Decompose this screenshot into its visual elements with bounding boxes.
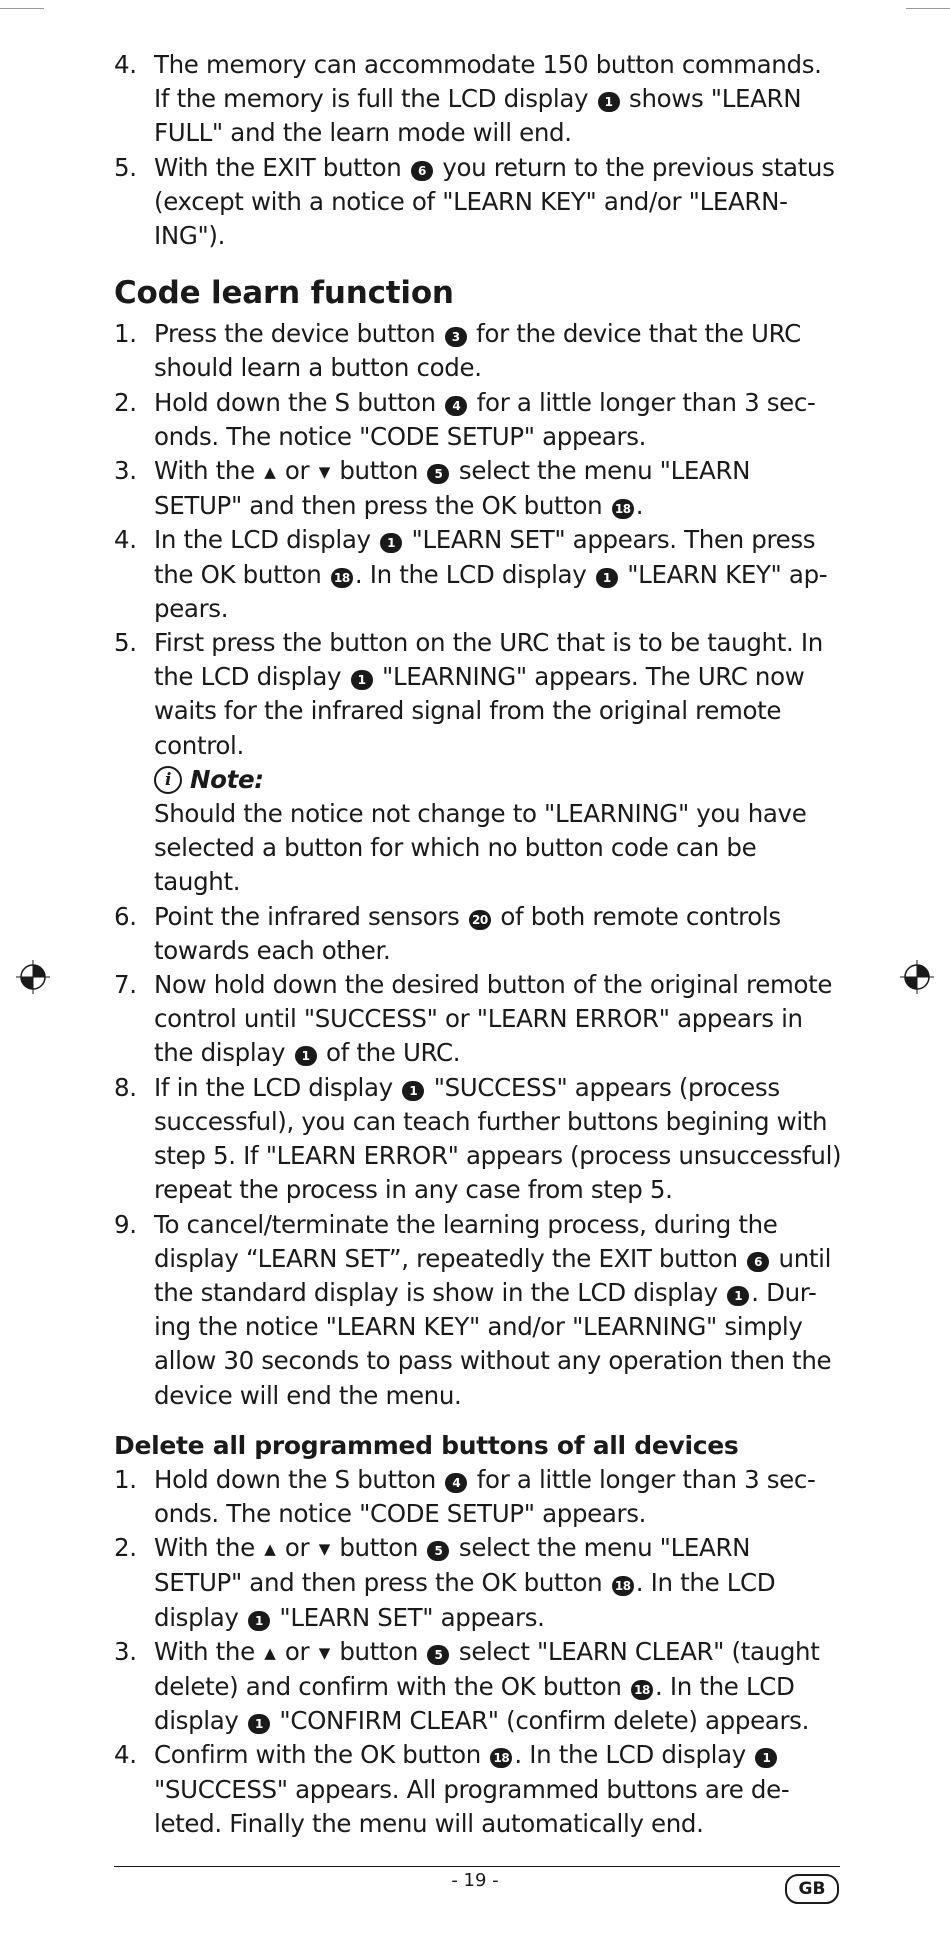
step-body (154, 153, 835, 250)
list-item (114, 1463, 844, 1531)
step-text: you return to the previous status (except with a notice of "LEARN KEY" and/or "LEARN-ING"). (154, 152, 835, 251)
step-text: First press the button on the URC that is to be taught. In the LCD display (154, 628, 823, 692)
callout-number-badge: 1 (295, 1046, 317, 1066)
list-item (114, 626, 844, 900)
step-text: Press the device button (154, 319, 443, 349)
step-number: 1. (114, 319, 137, 349)
step-text: button (331, 456, 426, 486)
callout-number-badge: 1 (380, 533, 402, 553)
callout-number-badge: 18 (612, 1576, 634, 1596)
step-text: Now hold down the desired button of the original remote control until "SUCCESS" or "LEARN ERROR" appears in the display (154, 970, 833, 1068)
step-text: Hold down the S button (154, 387, 444, 417)
step-text: select "LEARN CLEAR" (taught delete) and confirm with the OK button (154, 1636, 820, 1701)
step-text: With the EXIT button (154, 152, 409, 182)
callout-number-badge: 5 (427, 1645, 449, 1665)
callout-number-badge: 6 (411, 161, 433, 181)
step-text: for the device that the URC should learn a button code. (154, 319, 801, 383)
step-body (154, 1533, 775, 1631)
step-number: 8. (114, 1072, 137, 1102)
step-number: 5. (114, 628, 137, 658)
page-number: - 19 - (451, 1870, 499, 1891)
step-text: Hold down the S button (154, 1464, 444, 1494)
step-text: select the menu "LEARN SETUP" and then press the OK button (154, 1533, 751, 1598)
list-item (114, 523, 844, 626)
step-text: Confirm with the OK button (154, 1740, 489, 1770)
delete-all-steps (114, 1463, 844, 1841)
step-number: 2. (114, 1533, 137, 1563)
list-item (114, 454, 844, 523)
list-item (114, 1208, 844, 1413)
step-text: "SUCCESS" appears (process successful), you can teach further buttons begining with step 5. If "LEARN ERROR" appears (process unsuccessful) repeat the process in any case from step 5. (154, 1072, 842, 1205)
arrow-up-icon: ▲ (264, 463, 276, 482)
callout-number-badge: 18 (331, 568, 353, 588)
note-text: Should the notice not change to "LEARNING" you have selected a button for which no button code can be taught. (154, 799, 807, 897)
callout-number-badge: 1 (351, 670, 373, 690)
step-number: 4. (114, 1740, 137, 1770)
step-text: "LEARN KEY" ap-pears. (154, 559, 828, 623)
arrow-down-icon: ▼ (318, 463, 330, 482)
step-text: "LEARN SET" appears. (271, 1602, 545, 1632)
callout-number-badge: 1 (248, 1714, 270, 1734)
step-number: 5. (114, 152, 137, 182)
callout-number-badge: 4 (445, 396, 467, 416)
list-item (114, 900, 844, 968)
top-list (114, 48, 844, 253)
step-body (154, 319, 801, 382)
step-text: If in the LCD display (154, 1072, 401, 1102)
step-body (154, 902, 781, 965)
step-text: Point the infrared sensors (154, 901, 467, 931)
step-text: or (277, 456, 317, 486)
step-body (154, 970, 832, 1067)
callout-number-badge: 6 (747, 1252, 769, 1272)
section-heading-delete-all: Delete all programmed buttons of all devices (114, 1430, 739, 1460)
step-number: 6. (114, 901, 137, 931)
step-text: "LEARN SET" appears. Then press the OK button (154, 525, 816, 589)
step-body (154, 628, 823, 760)
callout-number-badge: 1 (755, 1748, 777, 1768)
step-text: In the LCD display (154, 525, 379, 555)
callout-number-badge: 1 (727, 1286, 749, 1306)
step-body (154, 388, 816, 451)
list-item (114, 386, 844, 454)
step-body (154, 456, 750, 520)
list-item (114, 317, 844, 385)
note-heading (154, 763, 844, 797)
step-text: . Dur-ing the notice "LEARN KEY" and/or "LEARNING" simply allow 30 seconds to pass without any operation then the device will end the menu. (154, 1277, 832, 1410)
step-text: . In the LCD display (154, 1568, 776, 1632)
arrow-up-icon: ▲ (264, 1540, 276, 1559)
step-number: 1. (114, 1464, 137, 1494)
step-number: 3. (114, 1636, 137, 1666)
step-text: . (635, 491, 644, 521)
callout-number-badge: 18 (490, 1748, 512, 1768)
info-icon: i (154, 766, 182, 794)
list-item (114, 48, 844, 151)
step-text: or (277, 1533, 317, 1563)
callout-number-badge: 1 (248, 1611, 270, 1631)
footer-rule (114, 1866, 840, 1867)
list-item (114, 1738, 844, 1841)
callout-number-badge: 3 (445, 327, 467, 347)
list-item (114, 151, 844, 254)
step-text: button (331, 1533, 426, 1563)
step-text: . In the LCD display (354, 559, 594, 589)
callout-number-badge: 18 (612, 499, 634, 519)
step-body (154, 1073, 841, 1205)
list-item (114, 1071, 844, 1208)
step-number: 2. (114, 387, 137, 417)
registration-mark-icon (900, 960, 934, 994)
step-text: until the standard display is show in the LCD display (154, 1243, 832, 1307)
step-text: . In the LCD display (514, 1740, 754, 1770)
step-text: shows "LEARN FULL" and the learn mode will end. (154, 84, 802, 148)
note-title: Note: (190, 764, 264, 794)
language-badge: GB (785, 1874, 839, 1904)
callout-number-badge: 1 (402, 1081, 424, 1101)
step-number: 4. (114, 50, 137, 79)
manual-page-content (114, 48, 844, 1841)
list-item (114, 968, 844, 1071)
callout-number-badge: 1 (596, 568, 618, 588)
crop-mark-right (906, 8, 950, 9)
step-text: With the (154, 456, 263, 486)
section-heading-code-learn: Code learn function (114, 275, 454, 312)
step-text: button (331, 1636, 426, 1666)
step-text: of the URC. (318, 1038, 461, 1068)
callout-number-badge: 5 (427, 464, 449, 484)
callout-number-badge: 5 (427, 1541, 449, 1561)
step-number: 9. (114, 1209, 137, 1239)
step-text: To cancel/terminate the learning process, during the display “LEARN SET”, repeatedly the EXIT button (154, 1209, 778, 1273)
step-body (154, 1465, 816, 1528)
step-body (154, 1210, 831, 1410)
callout-number-badge: 20 (469, 910, 491, 930)
step-text: With the (154, 1636, 263, 1666)
list-item (114, 1531, 844, 1635)
step-body (154, 1637, 819, 1735)
step-body (154, 1740, 789, 1837)
step-number: 3. (114, 456, 137, 486)
arrow-up-icon: ▲ (264, 1643, 276, 1662)
list-item (114, 1635, 844, 1739)
step-text: "SUCCESS" appears. All programmed buttons are de-leted. Finally the menu will automatically end. (154, 1774, 790, 1838)
step-text: select the menu "LEARN SETUP" and then press the OK button (154, 456, 751, 521)
step-number: 7. (114, 970, 137, 1000)
callout-number-badge: 4 (445, 1473, 467, 1493)
registration-mark-icon (16, 960, 50, 994)
step-text: The memory can accommodate 150 button commands. If the memory is full the LCD display (154, 50, 822, 114)
callout-number-badge: 1 (598, 92, 620, 112)
step-text: . In the LCD display (154, 1671, 795, 1736)
step-text: of both remote controls towards each other. (154, 901, 781, 965)
step-text: for a little longer than 3 sec-onds. The notice "CODE SETUP" appears. (154, 1464, 816, 1528)
step-body (154, 50, 822, 147)
arrow-down-icon: ▼ (318, 1643, 330, 1662)
step-text: "LEARNING" appears. The URC now waits for the infrared signal from the original remote control. (154, 662, 805, 760)
step-text: "CONFIRM CLEAR" (confirm delete) appears. (271, 1706, 810, 1736)
crop-mark-left (0, 8, 44, 9)
step-text: for a little longer than 3 sec-onds. The notice "CODE SETUP" appears. (154, 387, 816, 451)
callout-number-badge: 18 (631, 1680, 653, 1700)
arrow-down-icon: ▼ (318, 1540, 330, 1559)
step-text: With the (154, 1533, 263, 1563)
step-number: 4. (114, 525, 137, 555)
step-body (154, 525, 827, 622)
code-learn-steps (114, 317, 844, 1413)
step-text: or (277, 1636, 317, 1666)
